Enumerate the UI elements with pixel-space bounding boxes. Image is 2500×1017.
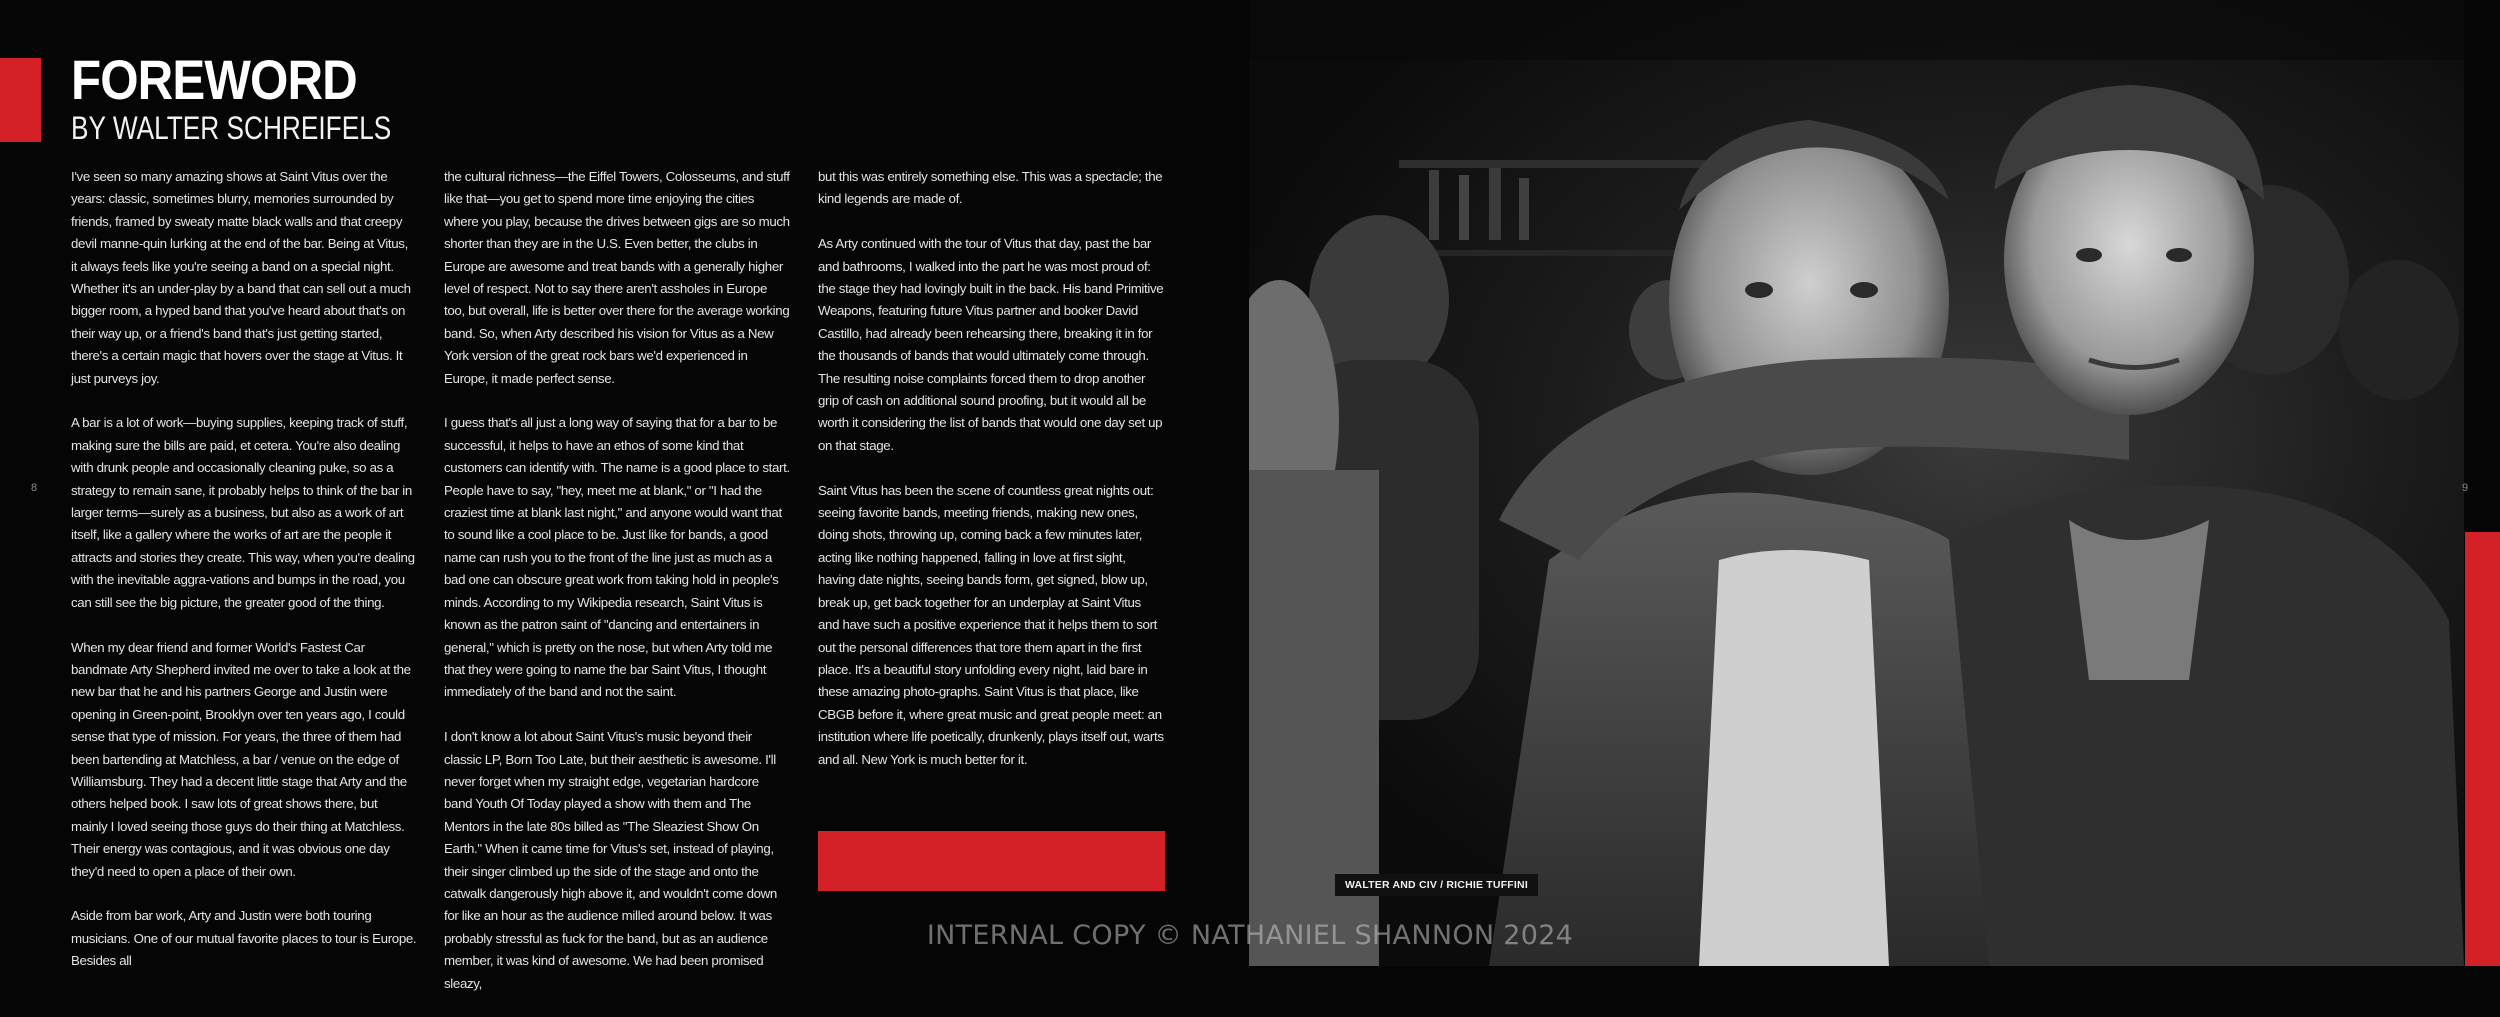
paragraph: When my dear friend and former World's Fastest Car bandmate Arty Shepherd invited me over to take a look at the new bar that he and his partners George and Justin were opening in Green-point, Brooklyn over ten years ago, I could sense that type of mission. For years, the three of them had been bartending at Matchless, a bar / venue on the edge of Williamsburg. They had a decent little stage that Arty and the others helped book. I saw lots of great shows there, but mainly I loved seeing those guys do their thing at Matchless. Their energy was contagious, and it was obvious one day they'd need to open a place of their own. xyxy=(71,639,411,879)
paragraph: but this was entirely something else. This was a spectacle; the kind legends are made of. xyxy=(818,169,1163,207)
watermark: INTERNAL COPY © NATHANIEL SHANNON 2024 xyxy=(926,920,1574,951)
photo-caption: WALTER AND CIV / RICHIE TUFFINI xyxy=(1335,874,1538,896)
paragraph: Saint Vitus has been the scene of countless great nights out: seeing favorite bands, meeting friends, making new ones, doing shots, throwing up, coming back a few minutes later, acting like nothing happened, falling in love at first sight, having date nights, seeing bands form, get signed, blow up, break up, get back together for an underplay at Saint Vitus and have such a positive experience that it helps them to sort out the personal differences that tore them apart in the first place. It's a beautiful story unfolding every night, laid bare in these amazing photo-graphs. Saint Vitus is that place, like CBGB before it, where great music and great people meet: an institution where life poetically, drunkenly, plays itself out, warts and all. New York is much better for it. xyxy=(818,482,1164,767)
photo-illustration xyxy=(1249,0,2464,966)
text-column-3 xyxy=(818,166,1164,793)
paragraph: Aside from bar work, Arty and Justin were both touring musicians. One of our mutual favorite places to tour is Europe. Besides all xyxy=(71,908,417,969)
photograph xyxy=(1249,0,2464,966)
page-number-right: 9 xyxy=(2462,482,2469,494)
text-column-1 xyxy=(71,166,417,995)
paragraph: the cultural richness—the Eiffel Towers, Colosseums, and stuff like that—you get to spend more time enjoying the cities where you play, because the drives between gigs are so much shorter than they are in the U.S. Even better, the clubs in Europe are awesome and treat bands with a generally higher level of respect. Not to say there aren't assholes in Europe too, but overall, life is better over there for the average working band. So, when Arty described his vision for Vitus as a New York version of the great rock bars we'd experienced in Europe, it made perfect sense. xyxy=(444,169,790,386)
paragraph: As Arty continued with the tour of Vitus that day, past the bar and bathrooms, I walked into the part he was most proud of: the stage they had lovingly built in the back. His band Primitive Weapons, featuring future Vitus partner and booker David Castillo, had already been rehearsing there, breaking it in for the thousands of bands that would ultimately come through. The resulting noise complaints forced them to drop another grip of cash on additional sound proofing, but it would all be worth it considering the list of bands that would one day set up on that stage. xyxy=(818,236,1164,453)
paragraph: I guess that's all just a long way of saying that for a bar to be successful, it helps to have an ethos of some kind that customers can identify with. The name is a good place to start. People have to say, "hey, meet me at blank," or "I had the craziest time at blank last night," and anyone would want that to sound like a cool place to be. Just like for bands, a good name can rush you to the front of the line just as much as a bad one can obscure great work from taking hold in people's minds. According to my Wikipedia research, Saint Vitus is known as the patron saint of "dancing and entertainers in general," which is pretty on the nose, but when Arty told me that they were going to name the bar Saint Vitus, I thought immediately of the band and not the saint. xyxy=(444,415,790,700)
red-accent-tab xyxy=(0,58,41,142)
paragraph: I don't know a lot about Saint Vitus's music beyond their classic LP, Born Too Late, but their aesthetic is awesome. I'll never forget when my straight edge, vegetarian hardcore band Youth Of Today played a show with them and The Mentors in the late 80s billed as "The Sleaziest Show On Earth." When it came time for Vitus's set, instead of playing, their singer climbed up the side of the stage and onto the catwalk dangerously high above it, and wouldn't come down for like an hour as the audience milled around below. It was probably stressful as fuck for the band, but as an audience member, it was kind of awesome. We had been promised sleazy, xyxy=(444,729,777,991)
text-column-2 xyxy=(444,166,790,1017)
red-accent-block xyxy=(818,831,1165,891)
red-accent-bar xyxy=(2465,532,2500,966)
foreword-heading xyxy=(71,48,462,146)
paragraph: I've seen so many amazing shows at Saint Vitus over the years: classic, sometimes blurry, memories surrounded by friends, framed by sweaty matte black walls and that creepy devil manne-quin lurking at the end of the bar. Being at Vitus, it always feels like you're seeing a band on a special night. Whether it's an under-play by a band that can sell out a much bigger room, a hyped band that you've heard about that's on their way up, or a friend's band that's just getting started, there's a certain magic that hovers over the stage at Vitus. It just purveys joy. xyxy=(71,169,411,386)
page-number-left: 8 xyxy=(31,482,38,494)
page-subtitle: BY WALTER SCHREIFELS xyxy=(71,110,392,146)
page-title: FOREWORD xyxy=(71,48,357,111)
paragraph: A bar is a lot of work—buying supplies, keeping track of stuff, making sure the bills are paid, et cetera. You're also dealing with drunk people and occasionally cleaning puke, so as a strategy to remain sane, it probably helps to think of the bar in larger terms—surely as a business, but also as a work of art itself, like a gallery where the works of art are the people it attracts and stories they create. This way, when you're dealing with the inevitable aggra-vations and bumps in the road, you can still see the big picture, the greater good of the thing. xyxy=(71,415,415,610)
